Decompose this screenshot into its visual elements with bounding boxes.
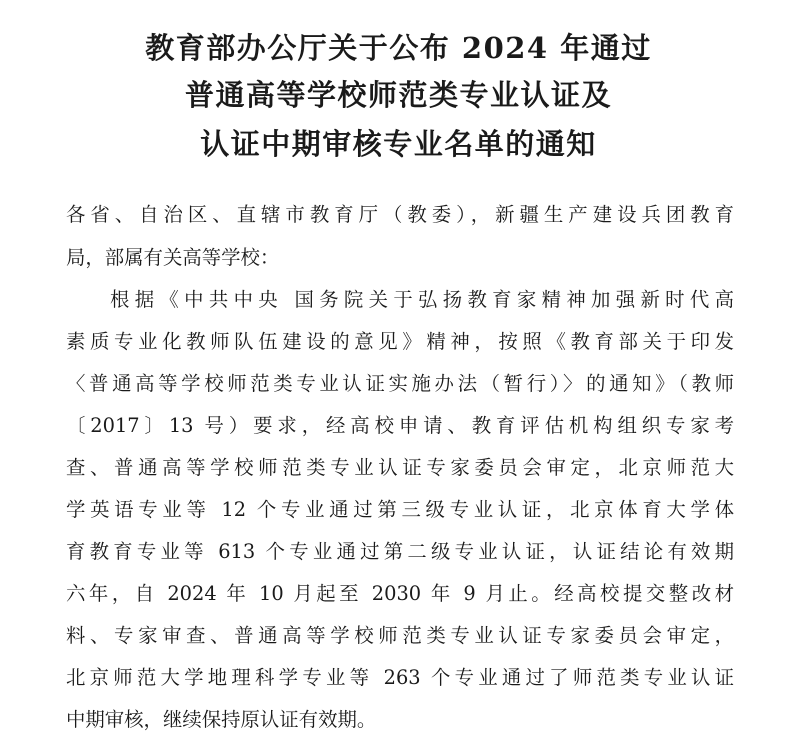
salutation-line-1: 各省、自治区、直辖市教育厅（教委），新疆生产建设兵团教育 bbox=[66, 203, 734, 226]
salutation-line-2: 局，部属有关高等学校： bbox=[66, 246, 280, 269]
body-line-3: 〈普通高等学校师范类专业认证实施办法（暂行）〉的通知》（教师 bbox=[66, 372, 734, 395]
body-line-11: 中期审核，继续保持原认证有效期。 bbox=[66, 708, 377, 731]
body-line-8: 六年，自 2024 年 10 月起至 2030 年 9 月止。经高校提交整改材 bbox=[66, 582, 734, 605]
body-line-7: 育教育专业等 613 个专业通过第二级专业认证，认证结论有效期 bbox=[66, 540, 734, 563]
body-line-5: 查、普通高等学校师范类专业认证专家委员会审定，北京师范大 bbox=[66, 456, 734, 479]
body-line-1: 根据《中共中央 国务院关于弘扬教育家精神加强新时代高 bbox=[110, 288, 734, 311]
body-line-2: 素质专业化教师队伍建设的意见》精神，按照《教育部关于印发 bbox=[66, 330, 734, 353]
title-line-2: 普通高等学校师范类专业认证及 bbox=[184, 78, 612, 112]
body-line-10: 北京师范大学地理科学专业等 263 个专业通过了师范类专业认证 bbox=[66, 666, 734, 689]
body-line-9: 料、专家审查、普通高等学校师范类专业认证专家委员会审定， bbox=[66, 624, 734, 647]
body-line-6: 学英语专业等 12 个专业通过第三级专业认证，北京体育大学体 bbox=[66, 498, 734, 521]
body-line-4: 〔2017〕13 号）要求，经高校申请、教育评估机构组织专家考 bbox=[66, 414, 734, 437]
title-line-1: 教育部办公厅关于公布 2024 年通过 bbox=[145, 31, 652, 65]
title-line-3: 认证中期审核专业名单的通知 bbox=[200, 127, 597, 161]
